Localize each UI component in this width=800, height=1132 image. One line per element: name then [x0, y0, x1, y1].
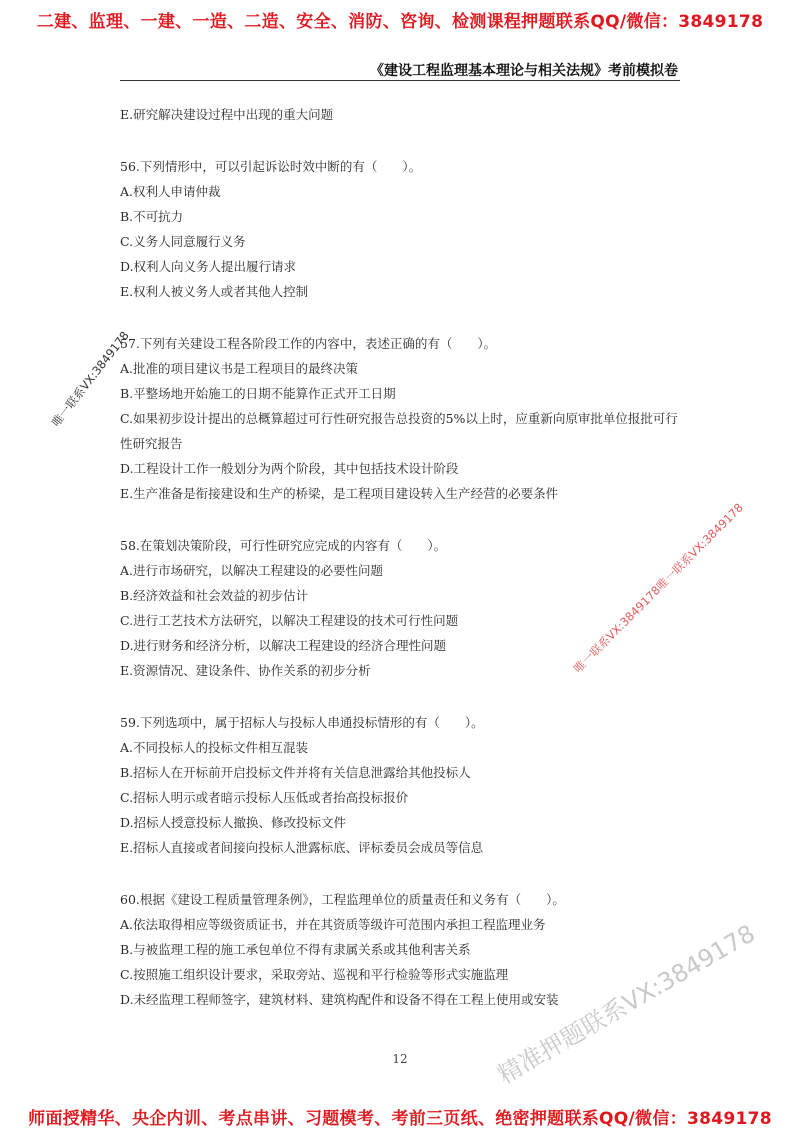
question-60-option-a: A.依法取得相应等级资质证书，并在其资质等级许可范围内承担工程监理业务	[120, 917, 546, 932]
question-60-option-d: D.未经监理工程师签字，建筑材料、建筑构配件和设备不得在工程上使用或安装	[120, 992, 559, 1007]
question-56-stem: 56.下列情形中，可以引起诉讼时效中断的有（ ）。	[120, 159, 422, 174]
question-60-stem: 60.根据《建设工程质量管理条例》，工程监理单位的质量责任和义务有（ ）。	[120, 892, 565, 907]
question-59-option-d: D.招标人授意投标人撤换、修改投标文件	[120, 815, 347, 830]
option-e-carryover: E.研究解决建设过程中出现的重大问题	[120, 107, 334, 122]
header-rule	[120, 80, 680, 81]
question-58-stem: 58.在策划决策阶段，可行性研究应完成的内容有（ ）。	[120, 538, 447, 553]
watermark-right: 唯一联系VX:3849178唯一联系VX:3849178	[570, 500, 746, 676]
question-56-option-c: C.义务人同意履行义务	[120, 234, 246, 249]
watermark-bottom: 精准押题联系VX:3849178	[493, 919, 760, 1090]
question-58-option-b: B.经济效益和社会效益的初步估计	[120, 588, 309, 603]
top-promo-banner: 二建、监理、一建、一造、二造、安全、消防、咨询、检测课程押题联系QQ/微信：3849178	[36, 12, 764, 32]
question-58-option-c: C.进行工艺技术方法研究，以解决工程建设的技术可行性问题	[120, 613, 459, 628]
question-56-option-d: D.权利人向义务人提出履行请求	[120, 259, 297, 274]
question-59-option-e: E.招标人直接或者间接向投标人泄露标底、评标委员会成员等信息	[120, 840, 484, 855]
page-number: 12	[392, 1052, 408, 1066]
question-59-option-a: A.不同投标人的投标文件相互混装	[120, 740, 309, 755]
question-57-option-c: C.如果初步设计提出的总概算超过可行性研究报告总投资的5%以上时，应重新向原审批单位报批可行性研究报告	[120, 411, 678, 451]
question-59-stem: 59.下列选项中，属于招标人与投标人串通投标情形的有（ ）。	[120, 715, 484, 730]
question-content	[120, 102, 690, 1012]
question-57-stem: 57.下列有关建设工程各阶段工作的内容中，表述正确的有（ ）。	[120, 336, 497, 351]
question-57-option-d: D.工程设计工作一般划分为两个阶段，其中包括技术设计阶段	[120, 461, 459, 476]
question-58-option-d: D.进行财务和经济分析，以解决工程建设的经济合理性问题	[120, 638, 447, 653]
question-56-option-e: E.权利人被义务人或者其他人控制	[120, 284, 309, 299]
question-58-option-e: E.资源情况、建设条件、协作关系的初步分析	[120, 663, 371, 678]
question-59-option-c: C.招标人明示或者暗示投标人压低或者抬高投标报价	[120, 790, 409, 805]
question-59-option-b: B.招标人在开标前开启投标文件并将有关信息泄露给其他投标人	[120, 765, 471, 780]
question-57-option-e: E.生产准备是衔接建设和生产的桥梁，是工程项目建设转入生产经营的必要条件	[120, 486, 559, 501]
question-57-option-b: B.平整场地开始施工的日期不能算作正式开工日期	[120, 386, 396, 401]
question-60-option-b: B.与被监理工程的施工承包单位不得有隶属关系或其他利害关系	[120, 942, 471, 957]
question-60-option-c: C.按照施工组织设计要求，采取旁站、巡视和平行检验等形式实施监理	[120, 967, 509, 982]
bottom-promo-banner: 师面授精华、央企内训、考点串讲、习题模考、考前三页纸、绝密押题联系QQ/微信：3849178	[28, 1109, 772, 1129]
question-58-option-a: A.进行市场研究，以解决工程建设的必要性问题	[120, 563, 384, 578]
watermark-left: 唯一联系VX:3849178	[48, 328, 132, 430]
question-56-option-b: B.不可抗力	[120, 209, 184, 224]
document-title: 《建设工程监理基本理论与相关法规》考前模拟卷	[370, 63, 678, 79]
question-57-option-a: A.批准的项目建议书是工程项目的最终决策	[120, 361, 359, 376]
question-56-option-a: A.权利人申请仲裁	[120, 184, 221, 199]
